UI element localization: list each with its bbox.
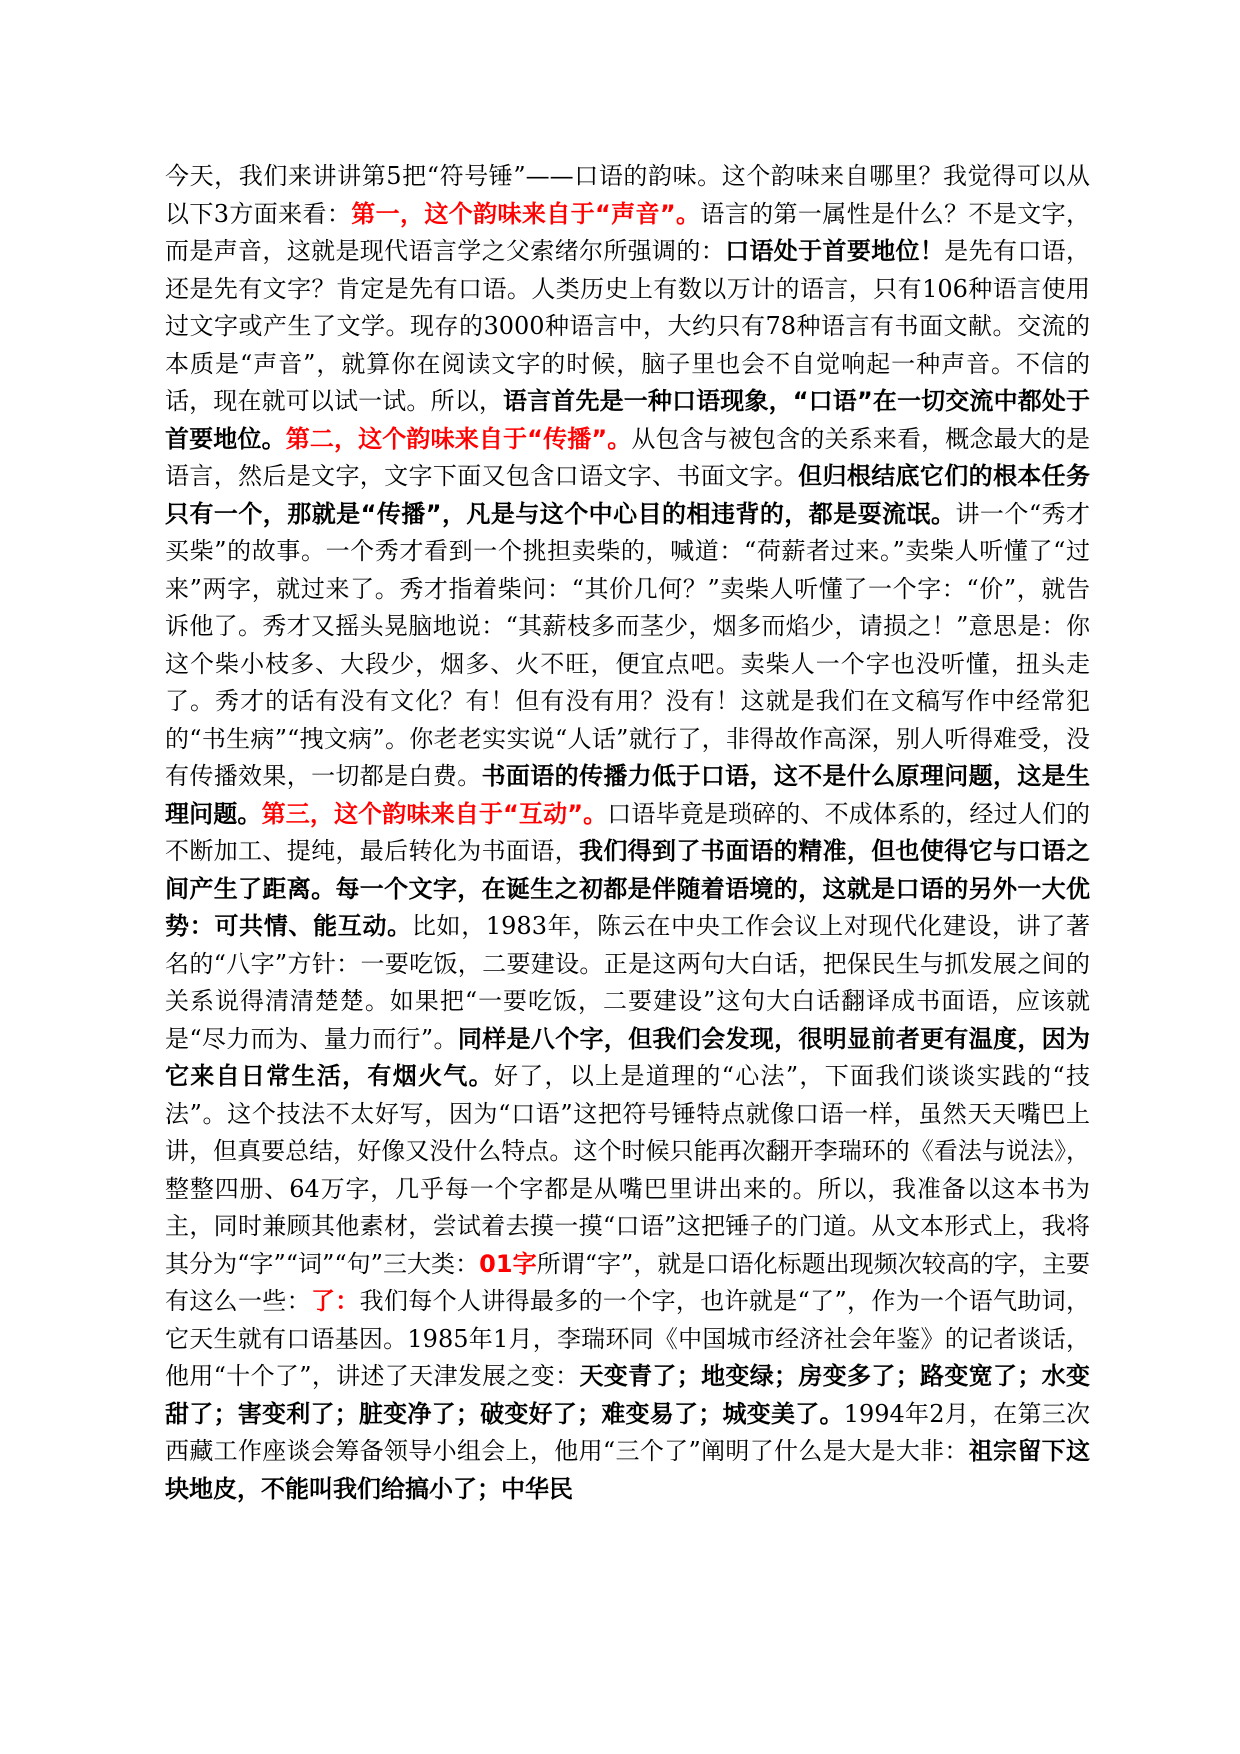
text-segment: 讲一个“秀才买柴”的故事。一个秀才看到一个挑担卖柴的，喊道：“荷薪者过来。”卖柴人听懂了“过来”两字，就过来了。秀才指着柴问：“其价几何？”卖柴人听懂了一个字：“价”，就告诉他了。秀才又摇头晃脑地说：“其薪枝多而茎少，烟多而焰少，请损之！”意思是：你这个柴小枝多、大段少，烟多、火不旺，便宜点吧。卖柴人一个字也没听懂，扭头走了。秀才的话有没有文化？有！但有没有用？没有！这就是我们在文稿写作中经常犯的“书生病”“拽文病”。你老老实实说“人话”就行了，非得故作高深，别人听得难受，没有传播效果，一切都是白费。 bbox=[165, 499, 1090, 790]
text-segment: 今天，我们来讲讲第5把“符号锤”——口语的韵味。这个韵味来自哪里？我觉得可以从以下3方面来看： bbox=[165, 162, 1090, 228]
emphasis-text: 天变青了；地变绿；房变多了；路变宽了；水变甜了；害变利了；脏变净了；破变好了；难变易了；城变美了。 bbox=[165, 1362, 1090, 1428]
heading-point-two: 第二，这个韵味来自于“传播”。 bbox=[285, 424, 632, 453]
emphasis-text: 语言首先是一种口语现象，“口语”在一切交流中都处于首要地位。 bbox=[165, 387, 1091, 453]
text-segment: 语言的第一属性是什么？不是文字，而是声音，这就是现代语言学之父索绪尔所强调的： bbox=[165, 199, 1090, 265]
body-paragraph bbox=[165, 158, 1090, 1508]
heading-point-three: 第三，这个韵味来自于“互动”。 bbox=[261, 799, 608, 828]
emphasis-text: 我们得到了书面语的精准，但也使得它与口语之间产生了距离。每一个文字，在诞生之初都是伴随着语境的，这就是口语的另外一大优势：可共情、能互动。 bbox=[165, 837, 1091, 940]
text-segment: 我们每个人讲得最多的一个字，也许就是“了”，作为一个语气助词，它天生就有口语基因。1985年1月，李瑞环同《中国城市经济社会年鉴》的记者谈话，他用“十个了”，讲述了天津发展之变： bbox=[165, 1287, 1090, 1390]
text-segment: 从包含与被包含的关系来看，概念最大的是语言，然后是文字，文字下面又包含口语文字、书面文字。 bbox=[165, 424, 1091, 490]
emphasis-text: 同样是八个字，但我们会发现，很明显前者更有温度，因为它来自日常生活，有烟火气。 bbox=[165, 1024, 1091, 1090]
emphasis-text: 祖宗留下这块地皮，不能叫我们给搞小了；中华民 bbox=[165, 1437, 1090, 1503]
text-segment: 1994年2月，在第三次西藏工作座谈会筹备领导小组会上，他用“三个了”阐明了什么是大是大非： bbox=[165, 1399, 1090, 1465]
emphasis-text: 但归根结底它们的根本任务只有一个，那就是“传播”，凡是与这个中心目的相违背的，都是耍流氓。 bbox=[165, 462, 1091, 528]
section-label-01: 01字 bbox=[479, 1249, 537, 1278]
text-segment: 所谓“字”，就是口语化标题出现频次较高的字，主要有这么一些： bbox=[165, 1249, 1091, 1315]
text-segment: 口语毕竟是琐碎的、不成体系的，经过人们的不断加工、提纯，最后转化为书面语， bbox=[165, 799, 1091, 865]
text-segment: 比如，1983年，陈云在中央工作会议上对现代化建设，讲了著名的“八字”方针：一要吃饭，二要建设。正是这两句大白话，把保民生与抓发展之间的关系说得清清楚楚。如果把“一要吃饭，二要建设”这句大白话翻译成书面语，应该就是“尽力而为、量力而行”。 bbox=[165, 912, 1091, 1053]
emphasis-text: 口语处于首要地位！ bbox=[725, 237, 945, 265]
subheading-le: 了： bbox=[310, 1287, 360, 1315]
text-segment: 是先有口语，还是先有文字？肯定是先有口语。人类历史上有数以万计的语言，只有106种语言使用过文字或产生了文学。现存的3000种语言中，大约只有78种语言有书面文献。交流的本质是“声音”，就算你在阅读文字的时候，脑子里也会不自觉响起一种声音。不信的话，现在就可以试一试。所以， bbox=[165, 237, 1091, 415]
heading-point-one: 第一，这个韵味来自于“声音”。 bbox=[351, 199, 701, 228]
emphasis-text: 书面语的传播力低于口语，这不是什么原理问题，这是生理问题。 bbox=[165, 762, 1091, 828]
text-segment: 好了，以上是道理的“心法”，下面我们谈谈实践的“技法”。这个技法不太好写，因为“口语”这把符号锤特点就像口语一样，虽然天天嘴巴上讲，但真要总结，好像又没什么特点。这个时候只能再次翻开李瑞环的《看法与说法》，整整四册、64万字，几乎每一个字都是从嘴巴里讲出来的。所以，我准备以这本书为主，同时兼顾其他素材，尝试着去摸一摸“口语”这把锤子的门道。从文本形式上，我将其分为“字”“词”“句”三大类： bbox=[165, 1062, 1091, 1278]
